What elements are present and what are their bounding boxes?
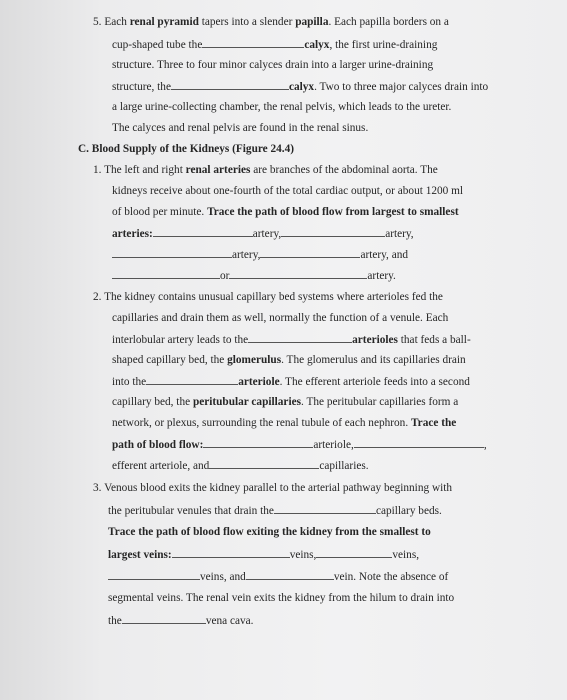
answer-blank[interactable] — [229, 268, 367, 279]
item-2-line-2: capillaries and drain them as well, normally the function of a venule. Each — [112, 312, 449, 324]
item-2-line-3: interlobular artery leads to the arterioles that feds a ball- — [112, 334, 471, 346]
answer-blank[interactable] — [209, 458, 319, 469]
item-number: 3. — [93, 482, 102, 494]
item-1-line-1: 1. The left and right renal arteries are branches of the abdominal aorta. The — [93, 164, 438, 176]
item-3-line-3: Trace the path of blood flow exiting the kidney from the smallest to — [108, 526, 431, 538]
item-number: 1. — [93, 164, 102, 176]
item-5-line-5: a large urine-collecting chamber, the renal pelvis, which leads to the ureter. — [112, 101, 452, 113]
item-5-line-6: The calyces and renal pelvis are found in the renal sinus. — [112, 122, 369, 134]
answer-blank[interactable] — [172, 547, 290, 558]
item-1-line-2: kidneys receive about one-fourth of the total cardiac output, or about 1200 ml — [112, 185, 464, 197]
item-2-line-4: shaped capillary bed, the glomerulus. The glomerulus and its capillaries drain — [112, 354, 466, 366]
answer-blank[interactable] — [112, 268, 220, 279]
item-1-line-4: arteries: artery, artery, — [112, 228, 414, 240]
answer-blank[interactable] — [203, 437, 313, 448]
answer-blank[interactable] — [260, 247, 360, 258]
item-2-line-5: into the arteriole. The efferent arteriole feeds into a second — [112, 376, 470, 388]
answer-blank[interactable] — [274, 503, 376, 514]
answer-blank[interactable] — [108, 569, 200, 580]
item-number: 2. — [93, 291, 102, 303]
item-5-line-3: structure. Three to four minor calyces drain into a larger urine-draining — [112, 59, 434, 71]
item-3-line-4: largest veins: veins, veins, — [108, 549, 420, 561]
item-5-line-2: cup-shaped tube the calyx, the first urine-draining — [112, 39, 438, 51]
answer-blank[interactable] — [112, 247, 232, 258]
section-c-heading: C. Blood Supply of the Kidneys (Figure 24.4) — [78, 143, 295, 155]
answer-blank[interactable] — [171, 79, 289, 90]
answer-blank[interactable] — [146, 374, 238, 385]
item-3-line-5: veins, and vein. Note the absence of — [108, 569, 448, 584]
item-1-line-6: or artery. — [112, 268, 396, 283]
item-5-line-1: 5. Each renal pyramid tapers into a slender papilla. Each papilla borders on a — [93, 16, 449, 28]
item-3-line-7: the vena cava. — [108, 615, 254, 627]
item-3-line-6: segmental veins. The renal vein exits the kidney from the hilum to drain into — [108, 592, 455, 604]
answer-blank[interactable] — [122, 613, 206, 624]
answer-blank[interactable] — [281, 226, 385, 237]
item-2-line-1: 2. The kidney contains unusual capillary bed systems where arterioles fed the — [93, 291, 443, 303]
item-1-line-5: artery, artery, and — [112, 247, 408, 262]
item-2-line-6: capillary bed, the peritubular capillaries. The peritubular capillaries form a — [112, 396, 459, 408]
item-2-line-8: path of blood flow: arteriole, , — [112, 439, 487, 451]
item-2-line-9: efferent arteriole, and capillaries. — [112, 460, 369, 472]
answer-blank[interactable] — [202, 37, 304, 48]
answer-blank[interactable] — [316, 547, 392, 558]
item-5-line-4: structure, the calyx. Two to three major calyces drain into — [112, 81, 489, 93]
item-3-line-2: the peritubular venules that drain the capillary beds. — [108, 505, 442, 517]
answer-blank[interactable] — [354, 437, 484, 448]
item-1-line-3: of blood per minute. Trace the path of blood flow from largest to smallest — [112, 206, 459, 218]
item-number: 5. — [93, 16, 102, 28]
item-2-line-7: network, or plexus, surrounding the renal tubule of each nephron. Trace the — [112, 417, 457, 429]
answer-blank[interactable] — [248, 332, 352, 343]
answer-blank[interactable] — [246, 569, 334, 580]
item-3-line-1: 3. Venous blood exits the kidney parallel to the arterial pathway beginning with — [93, 482, 453, 494]
answer-blank[interactable] — [153, 226, 253, 237]
